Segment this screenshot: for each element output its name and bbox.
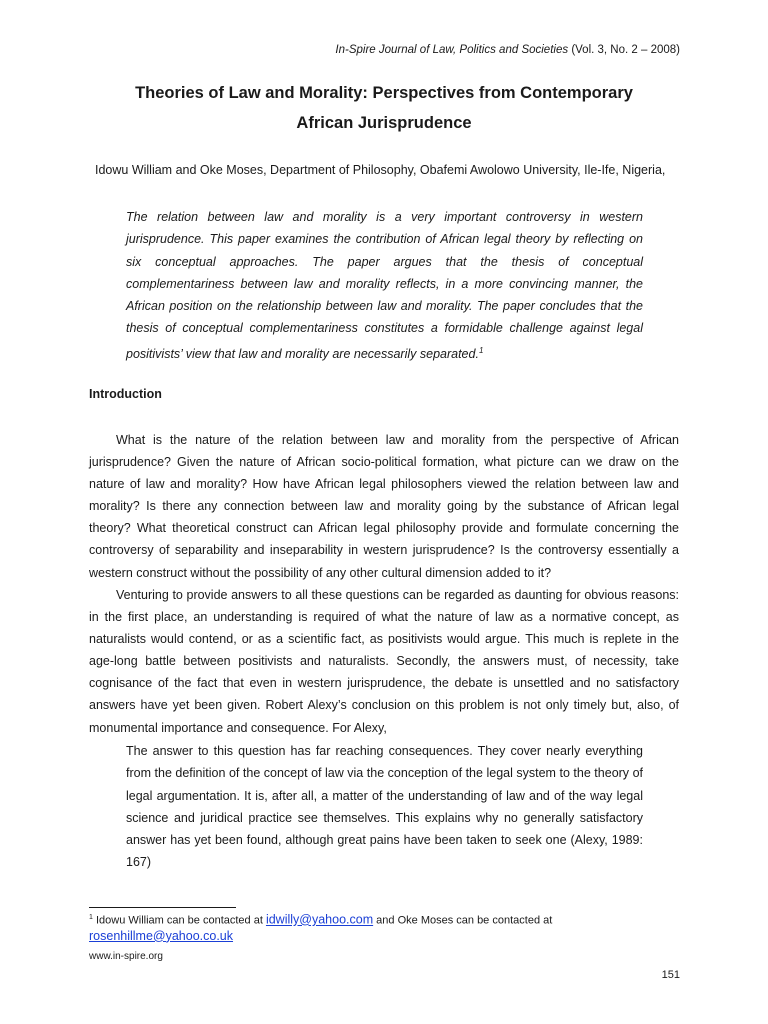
journal-name: In-Spire Journal of Law, Politics and Societies [335,44,569,56]
footnote [89,910,689,945]
page-number: 151 [661,969,680,981]
block-quote: The answer to this question has far reaching consequences. They cover nearly everything from the definition of the concept of law via the conception of the legal system to the theory of legal argumentation. It is, after all, a matter of the understanding of law and of the way legal science and juridical practice see themselves. This explains why no generally satisfactory answer has yet been found, although great pains have been taken to seek one (Alexy, 1989: 167) [126,744,643,870]
journal-issue: (Vol. 3, No. 2 – 2008) [571,44,680,56]
title-line-2: African Jurisprudence [296,114,472,132]
body-paragraph-2: Venturing to provide answers to all these questions can be regarded as daunting for obvious reasons: in the first place, an understanding is required of what the nature of law as a normative concept, as naturalists would contend, or as a scientific fact, as positivists would argue. This much is replete in the age-long battle between positivists and naturalists. Secondly, the answers must, of necessity, take cognisance of the fact that even in western jurisprudence, the debate is unsettled and no satisfactory answers have yet been given. Robert Alexy’s conclusion on this problem is not only timely but, also, of monumental importance and consequence. For Alexy, [89,588,679,735]
footnote-divider [89,907,236,908]
author-affiliation: Idowu William and Oke Moses, Department of Philosophy, Obafemi Awolowo University, Ile-Ife, Nigeria, [95,163,666,177]
footnote-mark: 1 [89,914,93,921]
website-footer: www.in-spire.org [89,951,163,962]
abstract-text: The relation between law and morality is a very important controversy in western jurisprudence. This paper examines the contribution of African legal theory by reflecting on six conceptual approaches. The paper argues that the thesis of conceptual complementariness between law and morality reflects, in a more convincing manner, the African position on the relationship between law and morality. The paper concludes that the thesis of conceptual complementariness constitutes a formidable challenge against legal positivists’ view that law and morality are necessarily separated. [126,210,643,361]
email-link-idowu[interactable]: idwilly@yahoo.com [265,912,374,927]
title-line-1: Theories of Law and Morality: Perspectives from Contemporary [135,84,633,102]
article-title [0,78,768,138]
section-heading: Introduction [89,387,162,401]
body-paragraph-1: What is the nature of the relation between law and morality from the perspective of African jurisprudence? Given the nature of African socio-political formation, what picture can we draw on the nature of law and morality? How have African legal philosophers viewed the relation between law and morality? Is there any connection between law and morality going by the substance of African legal theory? What theoretical construct can African legal philosophy provide and formulate concerning the controversy of separability and inseparability in western jurisprudence? Is the controversy essentially a western construct without the possibility of any other cultural dimension added to it? [89,433,679,580]
footnote-text-a: Idowu William can be contacted at [95,914,266,927]
email-link-oke[interactable]: rosenhillme@yahoo.co.uk [89,928,234,943]
abstract-footnote-mark: 1 [478,345,484,355]
journal-header [335,44,680,56]
abstract [126,206,643,365]
footnote-text-b: and Oke Moses can be contacted at [373,914,553,927]
